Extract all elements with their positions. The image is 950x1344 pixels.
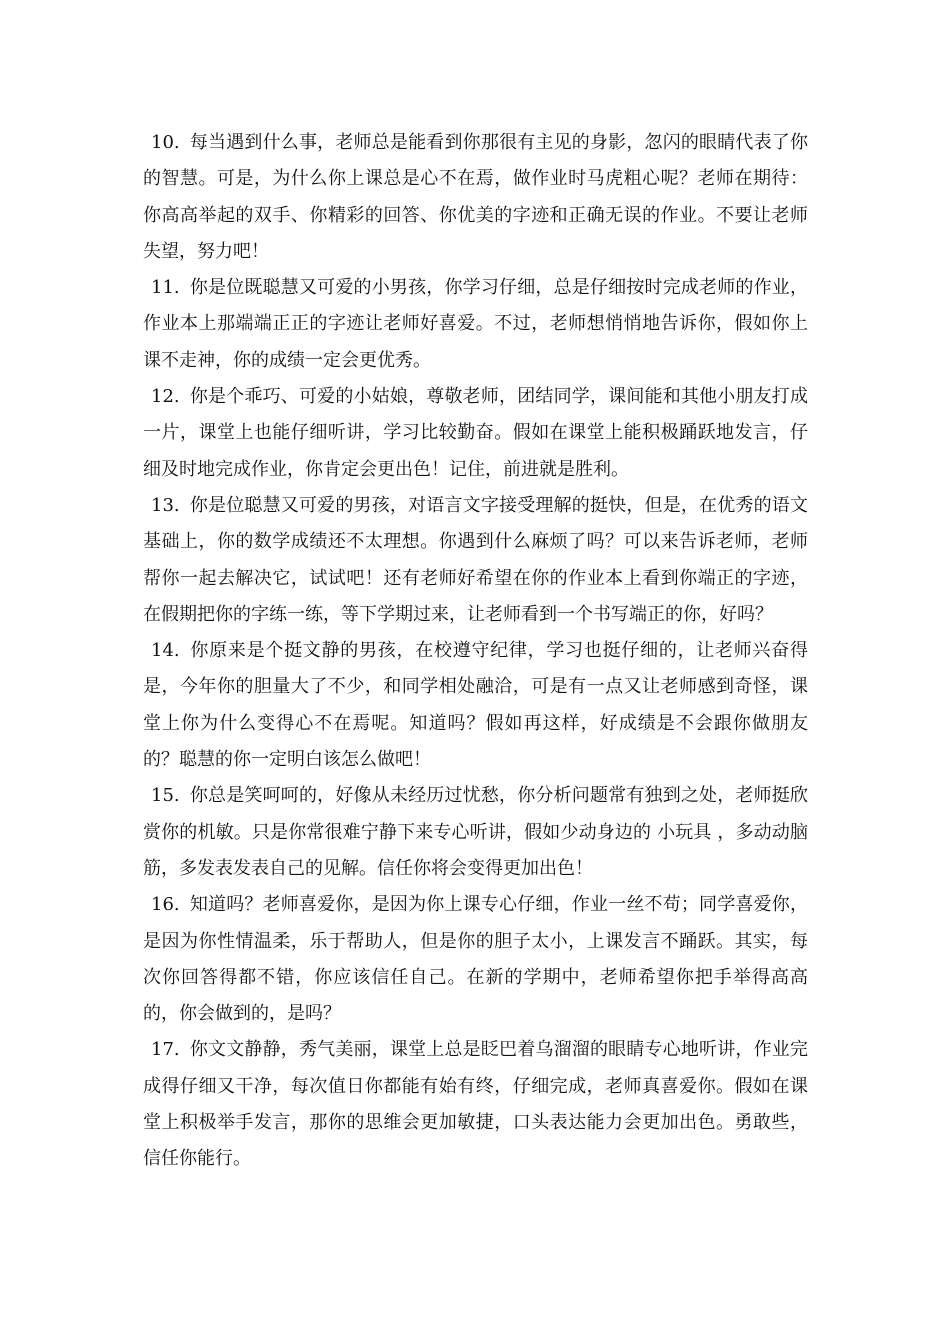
paragraph-number: 15. xyxy=(151,785,180,807)
paragraph-text: 你是个乖巧、可爱的小姑娘，尊敬老师，团结同学，课间能和其他小朋友打成一片，课堂上也能仔细听讲，学习比较勤奋。假如在课堂上能积极踊跃地发言，仔细及时地完成作业，你肯定会更出色！记住，前进就是胜利。 xyxy=(143,386,808,480)
paragraph-number: 13. xyxy=(151,494,180,516)
paragraph-number: 16. xyxy=(151,894,180,916)
paragraph-number: 17. xyxy=(151,1039,180,1061)
paragraph-12 xyxy=(143,379,808,488)
paragraph-number: 12. xyxy=(151,386,180,408)
paragraph-text: 你是位聪慧又可爱的男孩，对语言文字接受理解的挺快，但是，在优秀的语文基础上，你的数学成绩还不太理想。你遇到什么麻烦了吗？可以来告诉老师，老师帮你一起去解决它，试试吧！还有老师好希望在你的作业本上看到你端正的字迹，在假期把你的字练一练，等下学期过来，让老师看到一个书写端正的你，好吗？ xyxy=(143,494,808,625)
paragraph-14 xyxy=(143,633,808,778)
paragraph-text: 你总是笑呵呵的，好像从未经历过忧愁，你分析问题常有独到之处，老师挺欣赏你的机敏。只是你常很难宁静下来专心听讲，假如少动身边的 小玩具 ，多动动脑筋，多发表发表自己的见解。信任你将会变得更加出色！ xyxy=(143,785,808,879)
paragraph-10 xyxy=(143,125,808,270)
paragraph-text: 你原来是个挺文静的男孩，在校遵守纪律，学习也挺仔细的，让老师兴奋得是，今年你的胆量大了不少，和同学相处融洽，可是有一点又让老师感到奇怪，课堂上你为什么变得心不在焉呢。知道吗？假如再这样，好成绩是不会跟你做朋友的？聪慧的你一定明白该怎么做吧！ xyxy=(143,640,808,771)
paragraph-text: 每当遇到什么事，老师总是能看到你那很有主见的身影，忽闪的眼睛代表了你的智慧。可是，为什么你上课总是心不在焉，做作业时马虎粗心呢？老师在期待：你高高举起的双手、你精彩的回答、你优美的字迹和正确无误的作业。不要让老师失望，努力吧！ xyxy=(143,132,808,262)
paragraph-17 xyxy=(143,1032,808,1177)
paragraph-text: 你是位既聪慧又可爱的小男孩，你学习仔细，总是仔细按时完成老师的作业，作业本上那端端正正的字迹让老师好喜爱。不过，老师想悄悄地告诉你，假如你上课不走神，你的成绩一定会更优秀。 xyxy=(143,277,808,371)
paragraph-text: 知道吗？老师喜爱你，是因为你上课专心仔细，作业一丝不苟；同学喜爱你，是因为你性情温柔，乐于帮助人，但是你的胆子太小，上课发言不踊跃。其实，每次你回答得都不错，你应该信任自己。在新的学期中，老师希望你把手举得高高的，你会做到的，是吗？ xyxy=(143,894,808,1025)
paragraph-text: 你文文静静，秀气美丽，课堂上总是眨巴着乌溜溜的眼睛专心地听讲，作业完成得仔细又干净，每次值日你都能有始有终，仔细完成，老师真喜爱你。假如在课堂上积极举手发言，那你的思维会更加敏捷，口头表达能力会更加出色。勇敢些，信任你能行。 xyxy=(143,1039,808,1170)
paragraph-13 xyxy=(143,488,808,633)
paragraph-11 xyxy=(143,270,808,379)
paragraph-15 xyxy=(143,778,808,887)
paragraph-16 xyxy=(143,887,808,1032)
document-body xyxy=(143,125,808,1178)
paragraph-number: 14. xyxy=(151,640,180,662)
paragraph-number: 10. xyxy=(151,132,180,153)
paragraph-number: 11. xyxy=(151,277,180,299)
